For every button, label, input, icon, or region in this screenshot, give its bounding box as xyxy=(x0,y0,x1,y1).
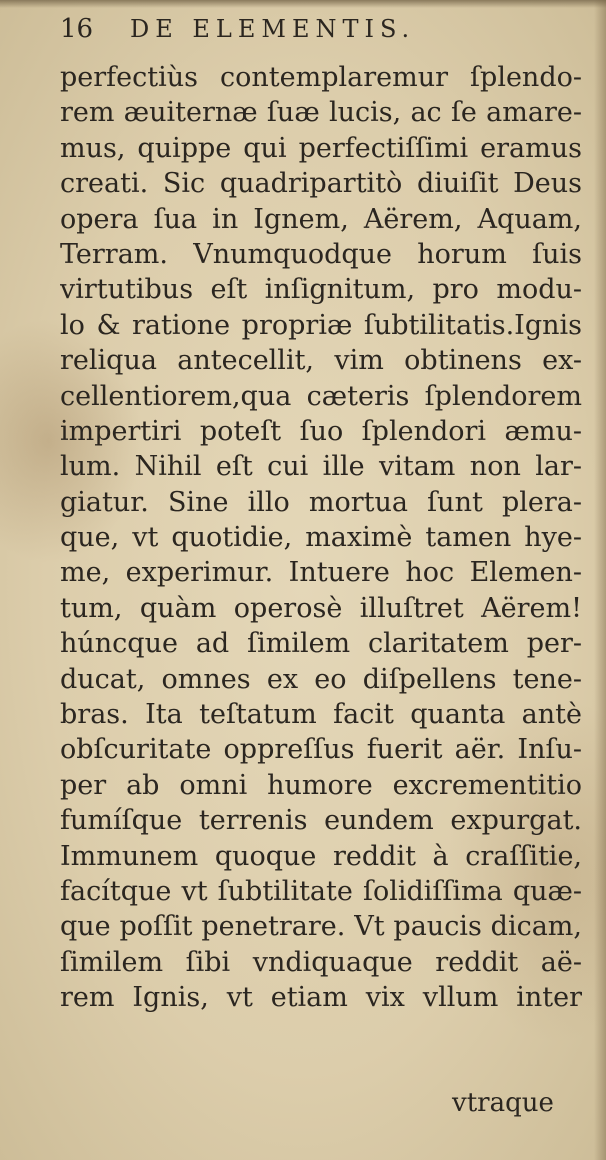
text-line: per ab omni humore excrementitio xyxy=(60,769,582,801)
running-title: DE ELEMENTIS. xyxy=(130,15,416,43)
text-line: me, experimur. Intuere hoc Elemen- xyxy=(60,557,582,589)
text-line: ſimilem ſibi vndiquaque reddit aë- xyxy=(60,946,582,978)
text-line: fumíſque terrenis eundem expurgat. xyxy=(60,805,582,837)
text-line: opera ſua in Ignem, Aërem, Aquam, xyxy=(60,203,582,235)
text-line: cellentiorem,qua cæteris ſplendorem xyxy=(60,380,582,412)
text-line: que, vt quotidie, maximè tamen hye- xyxy=(60,522,582,554)
text-line: impertiri poteſt ſuo ſplendori æmu- xyxy=(60,415,582,447)
running-head xyxy=(60,14,540,54)
text-line: lo & ratione propriæ ſubtilitatis.Ignis xyxy=(60,309,582,341)
text-line: rem æuiternæ ſuæ lucis, ac ſe amare- xyxy=(60,97,582,129)
catchword: vtraque xyxy=(452,1088,554,1118)
text-line: lum. Nihil eſt cui ille vitam non lar- xyxy=(60,451,582,483)
page-number: 16 xyxy=(60,14,94,44)
text-line: ducat, omnes ex eo diſpellens tene- xyxy=(60,663,582,695)
text-line: giatur. Sine illo mortua ſunt plera- xyxy=(60,486,582,518)
text-line: Terram. Vnumquodque horum ſuis xyxy=(60,238,582,270)
text-line: tum, quàm operosè illuſtret Aërem! xyxy=(60,592,582,624)
text-line: húncque ad ſimilem claritatem per- xyxy=(60,628,582,660)
text-line: virtutibus eſt inſignitum, pro modu- xyxy=(60,274,582,306)
text-line: creati. Sic quadripartitò diuiſit Deus xyxy=(60,168,582,200)
text-line: mus, quippe qui perfectiſſimi eramus xyxy=(60,132,582,164)
text-line: Immunem quoque reddit à craſſitie, xyxy=(60,840,582,872)
text-line: reliqua antecellit, vim obtinens ex- xyxy=(60,345,582,377)
text-line: rem Ignis, vt etiam vix vllum inter xyxy=(60,982,582,1014)
text-line: que poſſit penetrare. Vt paucis dicam, xyxy=(60,911,582,943)
body-text xyxy=(60,60,582,1016)
text-line: perfectiùs contemplaremur ſplendo- xyxy=(60,62,582,93)
text-line: facítque vt ſubtilitate ſolidiſſima quæ- xyxy=(60,875,582,907)
text-line: obſcuritate oppreſſus fuerit aër. Inſu- xyxy=(60,734,582,766)
text-line: bras. Ita teſtatum facit quanta antè xyxy=(60,699,582,731)
